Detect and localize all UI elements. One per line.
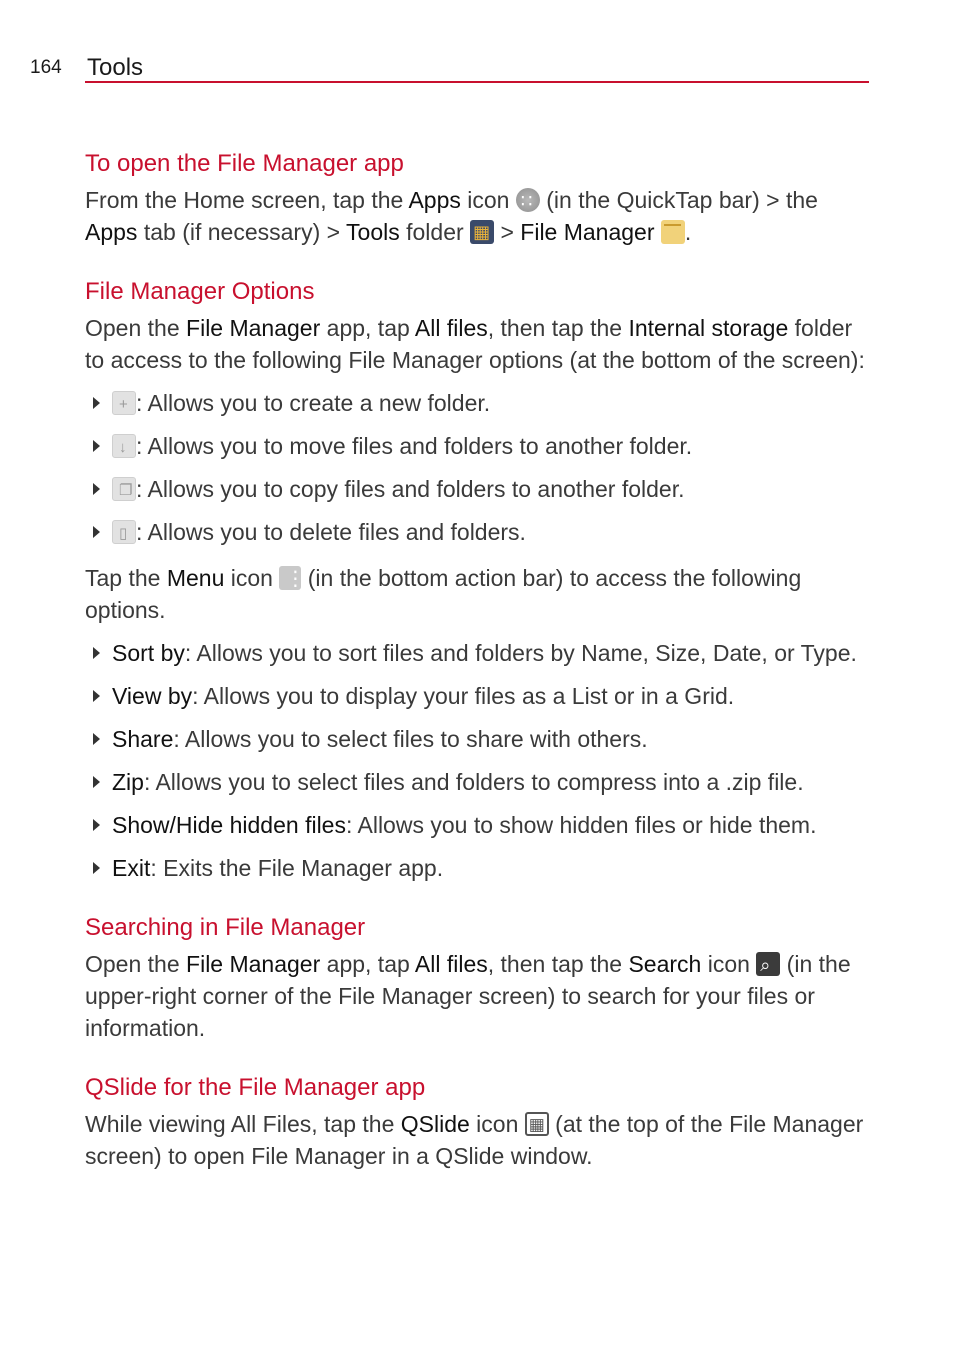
section-qslide <box>85 1072 875 1172</box>
list-item: ↓: Allows you to move files and folders to another folder. <box>85 430 875 462</box>
list-item: ▯: Allows you to delete files and folders. <box>85 516 875 548</box>
apps-icon <box>516 188 540 212</box>
bullet-arrow-icon <box>93 690 100 702</box>
search-icon <box>756 952 780 976</box>
paragraph: Open the File Manager app, tap All files, then tap the Internal storage folder to access to the following File Manager options (at the bottom of the screen): <box>85 315 865 373</box>
menu-icon <box>279 566 301 590</box>
section-heading: Searching in File Manager <box>85 914 366 941</box>
paragraph: From the Home screen, tap the Apps icon ∷ (in the QuickTap bar) > the Apps tab (if necessary) > Tools folder ▦ > File Manager . <box>85 184 875 248</box>
section-searching <box>85 912 875 1044</box>
section-heading: To open the File Manager app <box>85 150 404 177</box>
bullet-arrow-icon <box>93 776 100 788</box>
options-list <box>85 387 875 548</box>
list-item: Share: Allows you to select files to share with others. <box>85 723 875 755</box>
list-item: ❐: Allows you to copy files and folders to another folder. <box>85 473 875 505</box>
paragraph: Tap the Menu icon ⋮ (in the bottom action bar) to access the following options. <box>85 562 875 626</box>
tools-folder-icon <box>470 220 494 244</box>
section-heading: File Manager Options <box>85 278 315 305</box>
bullet-arrow-icon <box>93 819 100 831</box>
bullet-arrow-icon <box>93 733 100 745</box>
list-item: +: Allows you to create a new folder. <box>85 387 875 419</box>
section-heading: QSlide for the File Manager app <box>85 1074 426 1101</box>
qslide-icon <box>525 1112 549 1136</box>
header-rule <box>85 81 869 83</box>
new-folder-icon <box>112 391 136 415</box>
paragraph: Open the File Manager app, tap All files, then tap the Search icon ⌕ (in the upper-right corner of the File Manager screen) to search for your files or information. <box>85 948 875 1044</box>
list-item: Sort by: Allows you to sort files and folders by Name, Size, Date, or Type. <box>85 637 875 669</box>
list-item: Exit: Exits the File Manager app. <box>85 852 875 884</box>
list-item: Show/Hide hidden files: Allows you to show hidden files or hide them. <box>85 809 875 841</box>
list-item: View by: Allows you to display your files as a List or in a Grid. <box>85 680 875 712</box>
section-open-file-manager <box>85 148 875 248</box>
page-title: Tools <box>87 54 144 81</box>
page-content <box>85 148 875 1172</box>
bullet-arrow-icon <box>93 647 100 659</box>
delete-icon <box>112 520 136 544</box>
paragraph: While viewing All Files, tap the QSlide icon ▦ (at the top of the File Manager screen) to open File Manager in a QSlide window. <box>85 1108 875 1172</box>
bullet-arrow-icon <box>93 483 100 495</box>
menu-options-list <box>85 637 875 884</box>
section-file-manager-options <box>85 276 875 884</box>
bullet-arrow-icon <box>93 440 100 452</box>
list-item: Zip: Allows you to select files and folders to compress into a .zip file. <box>85 766 875 798</box>
move-icon <box>112 434 136 458</box>
bullet-arrow-icon <box>93 862 100 874</box>
page-number: 164 <box>30 57 62 78</box>
bullet-arrow-icon <box>93 526 100 538</box>
file-manager-icon <box>661 220 685 244</box>
copy-icon <box>112 477 136 501</box>
bullet-arrow-icon <box>93 397 100 409</box>
